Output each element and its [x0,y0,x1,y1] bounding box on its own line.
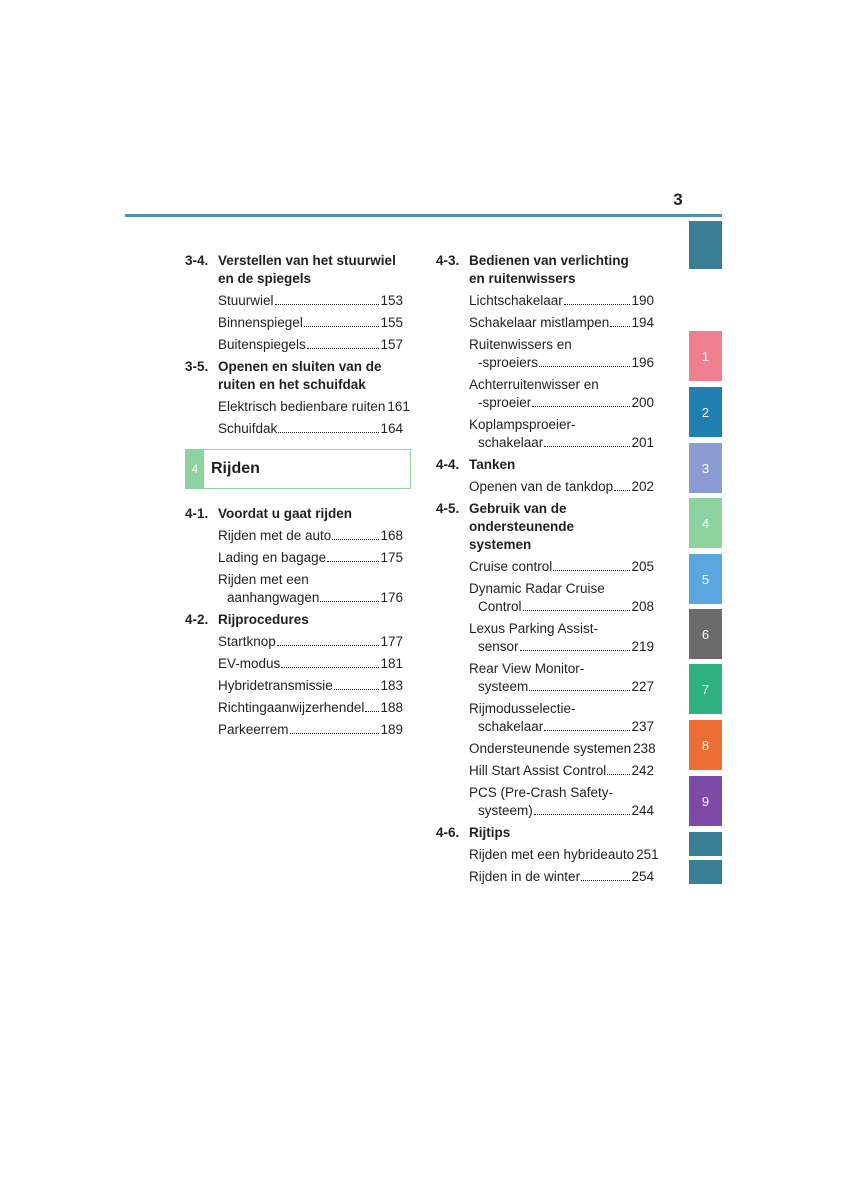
toc-entry[interactable] [469,740,654,758]
toc-entry-line [218,398,410,416]
toc-page-number: 251 [636,847,659,862]
toc-entry-line [469,846,659,864]
dot-leader [327,560,379,562]
toc-entry[interactable] [218,292,403,310]
dot-leader [304,325,380,327]
toc-entry-line [469,868,654,886]
dot-leader [534,813,631,815]
toc-entry-line [218,589,403,607]
toc-entry-label: -sproeier [478,395,532,410]
toc-entry[interactable] [218,527,403,545]
section-title-line: Rijtips [469,825,511,840]
side-tab-chapter-3[interactable]: 3 [689,443,722,493]
dot-leader [529,689,630,691]
toc-entry-label: systeem) [478,803,533,818]
toc-page-number: 242 [631,763,654,778]
toc-page-number: 205 [631,559,654,574]
toc-entry[interactable] [469,376,654,412]
toc-entry-label: Buitenspiegels [218,337,306,352]
toc-entry[interactable] [218,420,403,438]
dot-leader [290,732,380,734]
toc-section-heading [185,252,415,288]
side-tab-chapter-4[interactable]: 4 [689,498,722,548]
toc-section-heading [185,611,415,629]
toc-entry-label: Rijden met een [218,572,309,587]
toc-entry-label: Lading en bagage [218,550,327,565]
toc-entry-line [218,655,403,673]
toc-page-number: 177 [380,634,403,649]
dot-leader [275,303,380,305]
dot-leader [365,710,379,712]
toc-entry-label: Hybridetransmissie [218,678,333,693]
dot-leader [553,569,630,571]
side-tab-chapter-6[interactable]: 6 [689,609,722,659]
toc-section-heading [436,500,666,554]
toc-entry[interactable] [469,784,654,820]
toc-section-heading [436,456,666,474]
toc-entry-line [469,598,654,616]
toc-page-number: 161 [387,399,410,414]
toc-entry[interactable] [469,620,654,656]
dot-leader [307,347,380,349]
toc-entry-line [469,638,654,656]
toc-entry-line [469,620,654,638]
dot-leader [539,365,630,367]
toc-entry-label: Lichtschakelaar [469,293,563,308]
toc-page-number: 153 [380,293,403,308]
page-number: 3 [673,190,683,209]
toc-column-right [436,252,666,890]
chapter-title: Rijden [211,460,260,477]
toc-column-left [185,252,415,442]
toc-entry-label: Hill Start Assist Control [469,763,607,778]
dot-leader [332,538,379,540]
toc-entry-label: systeem [478,679,529,694]
toc-entry-line [469,700,654,718]
dot-leader [614,489,630,491]
section-number: 4-6. [436,825,460,840]
toc-entry[interactable] [218,633,403,651]
dot-leader [544,445,630,447]
section-number: 4-3. [436,253,460,268]
dot-leader [544,729,630,731]
dot-leader [277,644,380,646]
toc-entry-label: Rijden in de winter [469,869,581,884]
dot-leader [278,431,379,433]
toc-entry-line [218,571,403,589]
toc-entry[interactable] [469,478,654,496]
toc-entry-label: Parkeerrem [218,722,289,737]
toc-entry-label: Koplampsproeier- [469,417,576,432]
chapter-number: 4 [186,450,204,488]
toc-entry-label: Ondersteunende systemen [469,741,632,756]
section-title-line: Bedienen van verlichting [469,253,629,268]
section-title-line: Verstellen van het stuurwiel [218,253,396,268]
toc-entry-line [469,354,654,372]
section-number: 4-5. [436,501,460,516]
toc-entry-label: schakelaar [478,435,544,450]
section-title-line: Rijprocedures [218,612,309,627]
dot-leader [607,773,630,775]
section-title-line: systemen [469,537,532,552]
dot-leader [564,303,631,305]
section-title-line: Tanken [469,457,516,472]
toc-entry-line [469,478,654,496]
toc-entry[interactable] [218,677,403,695]
toc-entry-line [218,549,403,567]
dot-leader [520,649,631,651]
toc-entry-label: Rear View Monitor- [469,661,585,676]
toc-page-number: 155 [380,315,403,330]
toc-page-number: 244 [631,803,654,818]
toc-entry-line [469,580,654,598]
toc-entry-line [469,762,654,780]
toc-entry-label: Schakelaar mistlampen [469,315,610,330]
toc-entry-line [469,376,654,394]
toc-entry-line [469,394,654,412]
toc-page-number: 227 [631,679,654,694]
toc-entry-line [218,677,403,695]
toc-section-heading [185,505,415,523]
toc-page-number: 176 [380,590,403,605]
toc-entry-line [218,527,403,545]
section-number: 3-4. [185,253,209,268]
toc-entry[interactable] [469,558,654,576]
toc-entry[interactable] [469,580,654,616]
section-title-line: ruiten en het schuifdak [218,377,366,392]
toc-entry[interactable] [218,655,403,673]
toc-entry-line [469,558,654,576]
side-tab-chapter-2[interactable]: 2 [689,387,722,437]
toc-entry-line [469,434,654,452]
toc-page-number: 200 [631,395,654,410]
toc-entry-line [218,699,403,717]
toc-entry-line [469,336,654,354]
toc-entry[interactable] [469,868,654,886]
dot-leader [320,600,379,602]
toc-entry-label: Schuifdak [218,421,278,436]
side-tab-chapter-1[interactable]: 1 [689,331,722,381]
toc-entry-label: Rijden met de auto [218,528,332,543]
toc-page-number: 157 [380,337,403,352]
toc-entry-label: EV-modus [218,656,281,671]
toc-column-left-lower [185,505,415,743]
toc-entry-label: Rijden met een hybrideauto [469,847,635,862]
toc-entry-line [218,314,403,332]
section-number: 4-2. [185,612,209,627]
section-title-line: Gebruik van de ondersteunende [469,501,575,534]
toc-entry-label: Openen van de tankdop [469,479,614,494]
toc-entry-label: sensor [478,639,519,654]
dot-leader [532,405,630,407]
toc-entry-label: schakelaar [478,719,544,734]
dot-leader [281,666,379,668]
toc-page-number: 168 [380,528,403,543]
toc-section-heading [185,358,415,394]
toc-entry-label: Control [478,599,522,614]
toc-entry-line [469,718,654,736]
toc-entry-label: Lexus Parking Assist- [469,621,599,636]
toc-page-number: 254 [631,869,654,884]
toc-page-number: 202 [631,479,654,494]
toc-entry-line [469,678,654,696]
toc-entry-label: Dynamic Radar Cruise [469,581,605,596]
toc-entry-line [218,633,403,651]
toc-page-number: 190 [631,293,654,308]
toc-page-number: 164 [380,421,403,436]
toc-entry-line [469,292,654,310]
side-tab-chapter-8[interactable]: 8 [689,720,722,770]
toc-entry-label: Achterruitenwisser en [469,377,599,392]
toc-entry[interactable] [218,721,403,739]
side-tab[interactable] [689,221,722,269]
toc-entry[interactable] [218,314,403,332]
toc-entry-label: Cruise control [469,559,553,574]
side-tab[interactable] [689,832,722,856]
toc-entry-line [469,740,654,758]
side-tab-chapter-7[interactable]: 7 [689,664,722,714]
toc-page-number: 219 [631,639,654,654]
toc-entry-label: aanhangwagen [227,590,320,605]
toc-page-number: 175 [380,550,403,565]
toc-entry[interactable] [218,571,403,607]
toc-entry-label: Rijmodusselectie- [469,701,576,716]
section-number: 3-5. [185,359,209,374]
toc-page-number: 183 [380,678,403,693]
chapter-heading[interactable] [185,449,411,489]
toc-entry-label: Startknop [218,634,276,649]
toc-page-number: 194 [631,315,654,330]
toc-page-number: 201 [631,435,654,450]
side-tab-chapter-9[interactable]: 9 [689,776,722,826]
section-title-line: Openen en sluiten van de [218,359,382,374]
dot-leader [334,688,380,690]
toc-entry-line [218,336,403,354]
toc-entry[interactable] [469,314,654,332]
toc-entry[interactable] [469,700,654,736]
toc-entry[interactable] [218,398,410,416]
toc-entry[interactable] [469,846,659,864]
toc-entry-line [218,292,403,310]
side-tab[interactable] [689,860,722,884]
toc-entry-line [218,721,403,739]
toc-page-number: 238 [633,741,656,756]
toc-entry[interactable] [218,699,403,717]
toc-entry[interactable] [469,416,654,452]
toc-entry-label: Ruitenwissers en [469,337,572,352]
toc-entry-line [218,420,403,438]
side-tab-chapter-5[interactable]: 5 [689,554,722,604]
section-number: 4-4. [436,457,460,472]
toc-page-number: 181 [380,656,403,671]
toc-page-number: 237 [631,719,654,734]
toc-page-number: 188 [380,700,403,715]
toc-page-number: 196 [631,355,654,370]
toc-entry-line [469,802,654,820]
toc-section-heading [436,252,666,288]
toc-page-number: 208 [631,599,654,614]
toc-entry[interactable] [218,336,403,354]
toc-entry-label: Elektrisch bedienbare ruiten [218,399,386,414]
toc-entry-line [469,660,654,678]
toc-entry[interactable] [469,292,654,310]
toc-entry-line [469,416,654,434]
toc-entry[interactable] [469,336,654,372]
header-rule [125,214,722,217]
toc-entry[interactable] [469,660,654,696]
toc-entry-line [469,784,654,802]
toc-section-heading [436,824,666,842]
toc-entry-label: Stuurwiel [218,293,274,308]
dot-leader [523,609,631,611]
toc-entry[interactable] [469,762,654,780]
toc-entry[interactable] [218,549,403,567]
dot-leader [581,879,630,881]
section-title-line: en de spiegels [218,271,312,286]
toc-entry-label: -sproeiers [478,355,539,370]
toc-entry-label: PCS (Pre-Crash Safety- [469,785,614,800]
section-title-line: en ruitenwissers [469,271,576,286]
section-number: 4-1. [185,506,209,521]
toc-entry-label: Richtingaanwijzerhendel [218,700,365,715]
toc-entry-line [469,314,654,332]
section-title-line: Voordat u gaat rijden [218,506,353,521]
toc-entry-label: Binnenspiegel [218,315,303,330]
dot-leader [610,325,630,327]
toc-page-number: 189 [380,722,403,737]
